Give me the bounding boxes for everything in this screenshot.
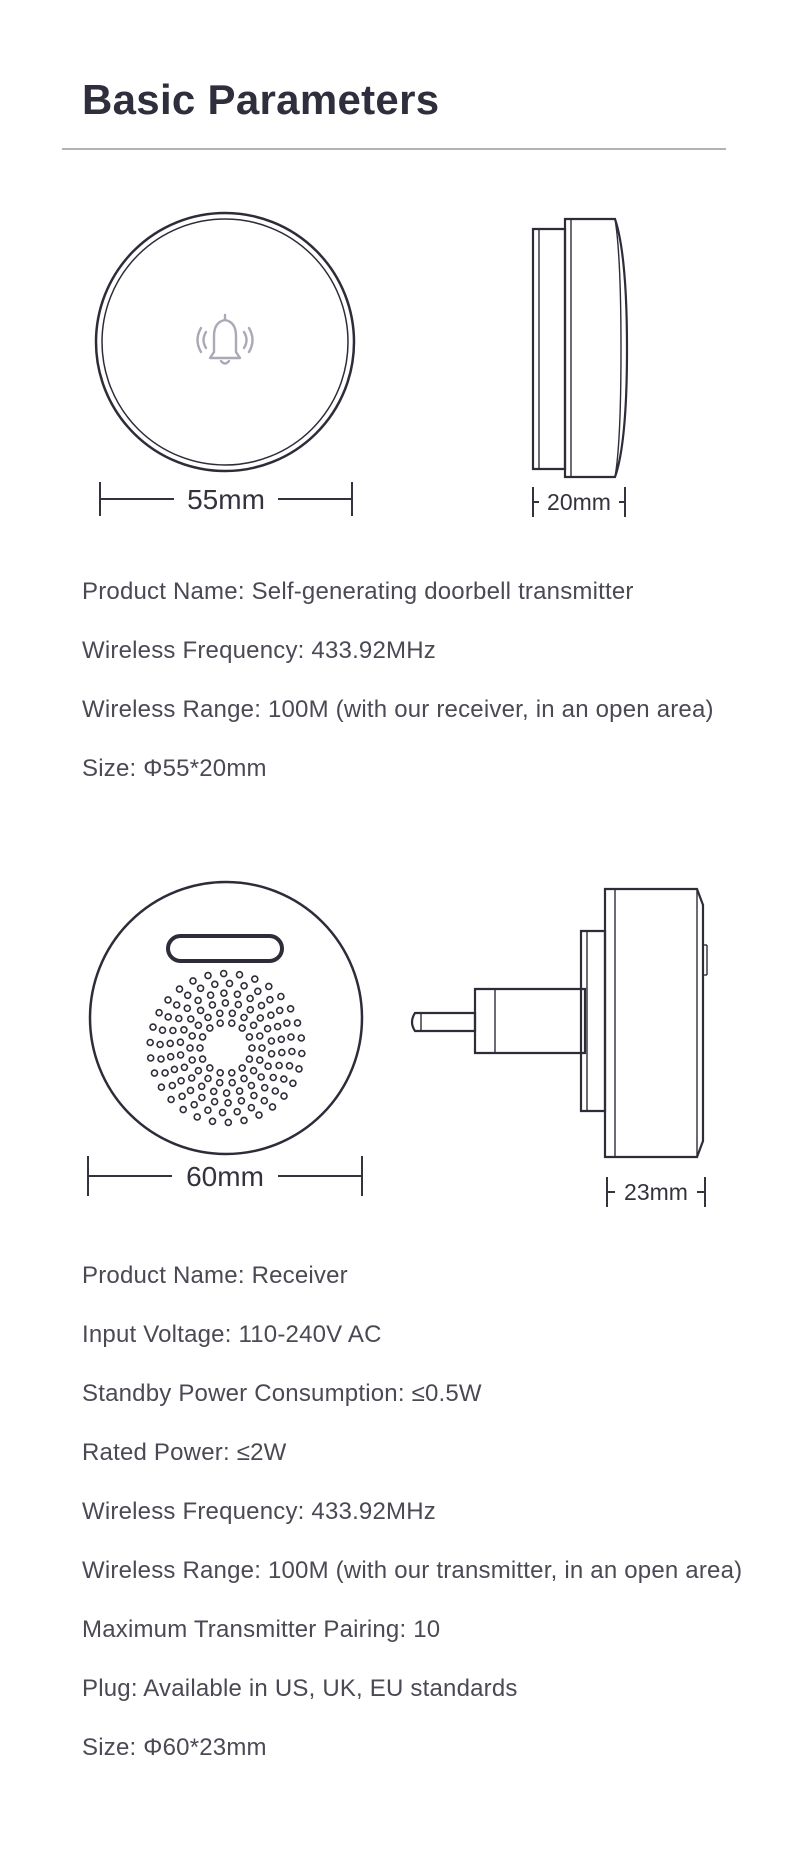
- speaker-hole: [170, 1028, 176, 1034]
- speaker-hole: [189, 1033, 195, 1039]
- speaker-hole: [180, 1107, 186, 1113]
- speaker-hole: [181, 1027, 187, 1033]
- speaker-hole: [179, 1093, 185, 1099]
- speaker-hole: [265, 1063, 271, 1069]
- transmitter-spec-range: Wireless Range : 100M (with our receiver, in an open area): [82, 695, 714, 725]
- speaker-hole: [195, 997, 201, 1003]
- speaker-hole: [199, 1095, 205, 1101]
- speaker-hole: [222, 1000, 228, 1006]
- speaker-hole: [212, 981, 218, 987]
- speaker-hole: [188, 1016, 194, 1022]
- speaker-hole: [267, 997, 273, 1003]
- speaker-hole: [176, 1016, 182, 1022]
- speaker-hole: [281, 1093, 287, 1099]
- receiver-diameter-label: 60mm: [186, 1161, 264, 1192]
- speaker-hole: [165, 997, 171, 1003]
- speaker-hole: [168, 1054, 174, 1060]
- speaker-hole: [241, 1076, 247, 1082]
- speaker-hole: [158, 1056, 164, 1062]
- transmitter-front-view: [90, 210, 370, 520]
- speaker-hole: [195, 1068, 201, 1074]
- speaker-hole: [276, 1063, 282, 1069]
- speaker-hole: [259, 1045, 265, 1051]
- speaker-hole: [247, 1007, 253, 1013]
- speaker-hole: [272, 1088, 278, 1094]
- speaker-hole: [169, 1083, 175, 1089]
- speaker-hole: [194, 1114, 200, 1120]
- speaker-hole: [178, 1052, 184, 1058]
- speaker-hole: [247, 996, 253, 1002]
- receiver-depth-label: 23mm: [624, 1179, 688, 1205]
- receiver-led-slot: [168, 936, 282, 961]
- speaker-hole: [181, 1064, 187, 1070]
- speaker-hole: [229, 1070, 235, 1076]
- speaker-hole: [225, 1119, 231, 1125]
- speaker-hole: [221, 971, 227, 977]
- receiver-spec-size: Size : Φ60*23mm: [82, 1733, 267, 1763]
- speaker-hole: [191, 1102, 197, 1108]
- speaker-hole: [199, 1083, 205, 1089]
- transmitter-diameter-label: 55mm: [187, 484, 265, 515]
- speaker-hole: [168, 1097, 174, 1103]
- speaker-hole: [171, 1066, 177, 1072]
- speaker-hole: [207, 1065, 213, 1071]
- receiver-spec-rated-power: Rated Power : ≤2W: [82, 1438, 286, 1468]
- bell-icon: [198, 315, 253, 364]
- speaker-hole: [177, 1039, 183, 1045]
- speaker-hole: [198, 1007, 204, 1013]
- speaker-hole: [255, 988, 261, 994]
- speaker-hole: [270, 1075, 276, 1081]
- speaker-hole: [200, 1056, 206, 1062]
- speaker-grille: [147, 971, 305, 1126]
- speaker-hole: [246, 1034, 252, 1040]
- receiver-spec-plug: Plug : Available in US, UK, EU standards: [82, 1674, 518, 1704]
- transmitter-spec-product-name: Product Name : Self-generating doorbell transmitter: [82, 577, 634, 607]
- speaker-hole: [189, 1075, 195, 1081]
- speaker-hole: [198, 985, 204, 991]
- speaker-hole: [241, 1117, 247, 1123]
- speaker-hole: [160, 1027, 166, 1033]
- speaker-hole: [217, 1070, 223, 1076]
- speaker-hole: [217, 1010, 223, 1016]
- speaker-hole: [189, 1057, 195, 1063]
- transmitter-spec-size: Size : Φ55*20mm: [82, 754, 267, 784]
- speaker-hole: [234, 1109, 240, 1115]
- speaker-hole: [275, 1024, 281, 1030]
- speaker-hole: [278, 994, 284, 1000]
- speaker-hole: [225, 1100, 231, 1106]
- speaker-hole: [157, 1042, 163, 1048]
- speaker-hole: [197, 1045, 203, 1051]
- speaker-hole: [205, 1107, 211, 1113]
- speaker-hole: [209, 1002, 215, 1008]
- transmitter-side-view: [525, 215, 645, 515]
- speaker-hole: [237, 972, 243, 978]
- speaker-hole: [251, 1093, 257, 1099]
- speaker-hole: [237, 1088, 243, 1094]
- speaker-hole: [208, 992, 214, 998]
- speaker-hole: [251, 1022, 257, 1028]
- speaker-hole: [217, 1080, 223, 1086]
- speaker-hole: [217, 1020, 223, 1026]
- receiver-spec-range: Wireless Range : 100M (with our transmitter, in an open area): [82, 1556, 742, 1586]
- receiver-spec-input-voltage: Input Voltage : 110-240V AC: [82, 1320, 382, 1350]
- speaker-hole: [259, 1003, 265, 1009]
- receiver-spec-frequency: Wireless Frequency : 433.92MHz: [82, 1497, 436, 1527]
- speaker-hole: [234, 991, 240, 997]
- receiver-side-view: [405, 885, 725, 1215]
- title-divider: [62, 148, 726, 150]
- speaker-hole: [241, 983, 247, 989]
- transmitter-depth-label: 20mm: [547, 489, 611, 515]
- speaker-hole: [190, 978, 196, 984]
- speaker-hole: [241, 1015, 247, 1021]
- speaker-hole: [270, 1104, 276, 1110]
- speaker-hole: [210, 1118, 216, 1124]
- speaker-hole: [239, 1065, 245, 1071]
- speaker-hole: [290, 1080, 296, 1086]
- speaker-hole: [229, 1020, 235, 1026]
- speaker-hole: [257, 1033, 263, 1039]
- receiver-spec-product-name: Product Name : Receiver: [82, 1261, 348, 1291]
- speaker-hole: [279, 1050, 285, 1056]
- speaker-hole: [248, 1105, 254, 1111]
- speaker-hole: [152, 1070, 158, 1076]
- speaker-hole: [235, 1002, 241, 1008]
- speaker-hole: [257, 1057, 263, 1063]
- speaker-hole: [288, 1034, 294, 1040]
- speaker-hole: [296, 1066, 302, 1072]
- speaker-hole: [167, 1040, 173, 1046]
- speaker-hole: [200, 1034, 206, 1040]
- speaker-hole: [238, 1098, 244, 1104]
- speaker-hole: [295, 1020, 301, 1026]
- speaker-hole: [287, 1063, 293, 1069]
- speaker-hole: [158, 1084, 164, 1090]
- receiver-front-view: [80, 880, 380, 1210]
- speaker-hole: [212, 1099, 218, 1105]
- speaker-hole: [178, 1078, 184, 1084]
- speaker-hole: [147, 1040, 153, 1046]
- speaker-hole: [239, 1025, 245, 1031]
- speaker-hole: [187, 1045, 193, 1051]
- speaker-hole: [156, 1010, 162, 1016]
- speaker-hole: [284, 1020, 290, 1026]
- speaker-hole: [268, 1012, 274, 1018]
- speaker-hole: [266, 983, 272, 989]
- speaker-hole: [148, 1055, 154, 1061]
- speaker-hole: [205, 1014, 211, 1020]
- speaker-hole: [251, 1068, 257, 1074]
- speaker-hole: [211, 1088, 217, 1094]
- speaker-hole: [257, 1015, 263, 1021]
- speaker-hole: [269, 1051, 275, 1057]
- speaker-hole: [205, 973, 211, 979]
- speaker-hole: [227, 980, 233, 986]
- speaker-hole: [220, 1110, 226, 1116]
- speaker-hole: [246, 1056, 252, 1062]
- speaker-hole: [277, 1007, 283, 1013]
- speaker-hole: [252, 976, 258, 982]
- page-title: Basic Parameters: [82, 76, 440, 123]
- speaker-hole: [248, 1083, 254, 1089]
- speaker-hole: [265, 1026, 271, 1032]
- speaker-hole: [174, 1002, 180, 1008]
- speaker-hole: [289, 1049, 295, 1055]
- receiver-spec-standby-power: Standby Power Consumption : ≤0.5W: [82, 1379, 482, 1409]
- speaker-hole: [185, 992, 191, 998]
- speaker-hole: [229, 1010, 235, 1016]
- speaker-hole: [195, 1022, 201, 1028]
- speaker-hole: [165, 1014, 171, 1020]
- transmitter-spec-frequency: Wireless Frequency : 433.92MHz: [82, 636, 436, 666]
- speaker-hole: [229, 1080, 235, 1086]
- speaker-hole: [184, 1005, 190, 1011]
- speaker-hole: [207, 1025, 213, 1031]
- speaker-hole: [150, 1024, 156, 1030]
- speaker-hole: [162, 1070, 168, 1076]
- speaker-hole: [261, 1098, 267, 1104]
- speaker-hole: [188, 1087, 194, 1093]
- speaker-hole: [268, 1038, 274, 1044]
- speaker-hole: [262, 1085, 268, 1091]
- speaker-hole: [177, 986, 183, 992]
- speaker-hole: [224, 1090, 230, 1096]
- speaker-hole: [256, 1112, 262, 1118]
- speaker-hole: [221, 990, 227, 996]
- speaker-hole: [299, 1051, 305, 1057]
- speaker-hole: [258, 1074, 264, 1080]
- speaker-hole: [288, 1006, 294, 1012]
- speaker-hole: [298, 1035, 304, 1041]
- speaker-hole: [281, 1076, 287, 1082]
- speaker-hole: [205, 1076, 211, 1082]
- speaker-hole: [278, 1036, 284, 1042]
- receiver-spec-max-pairing: Maximum Transmitter Pairing : 10: [82, 1615, 440, 1645]
- speaker-hole: [249, 1045, 255, 1051]
